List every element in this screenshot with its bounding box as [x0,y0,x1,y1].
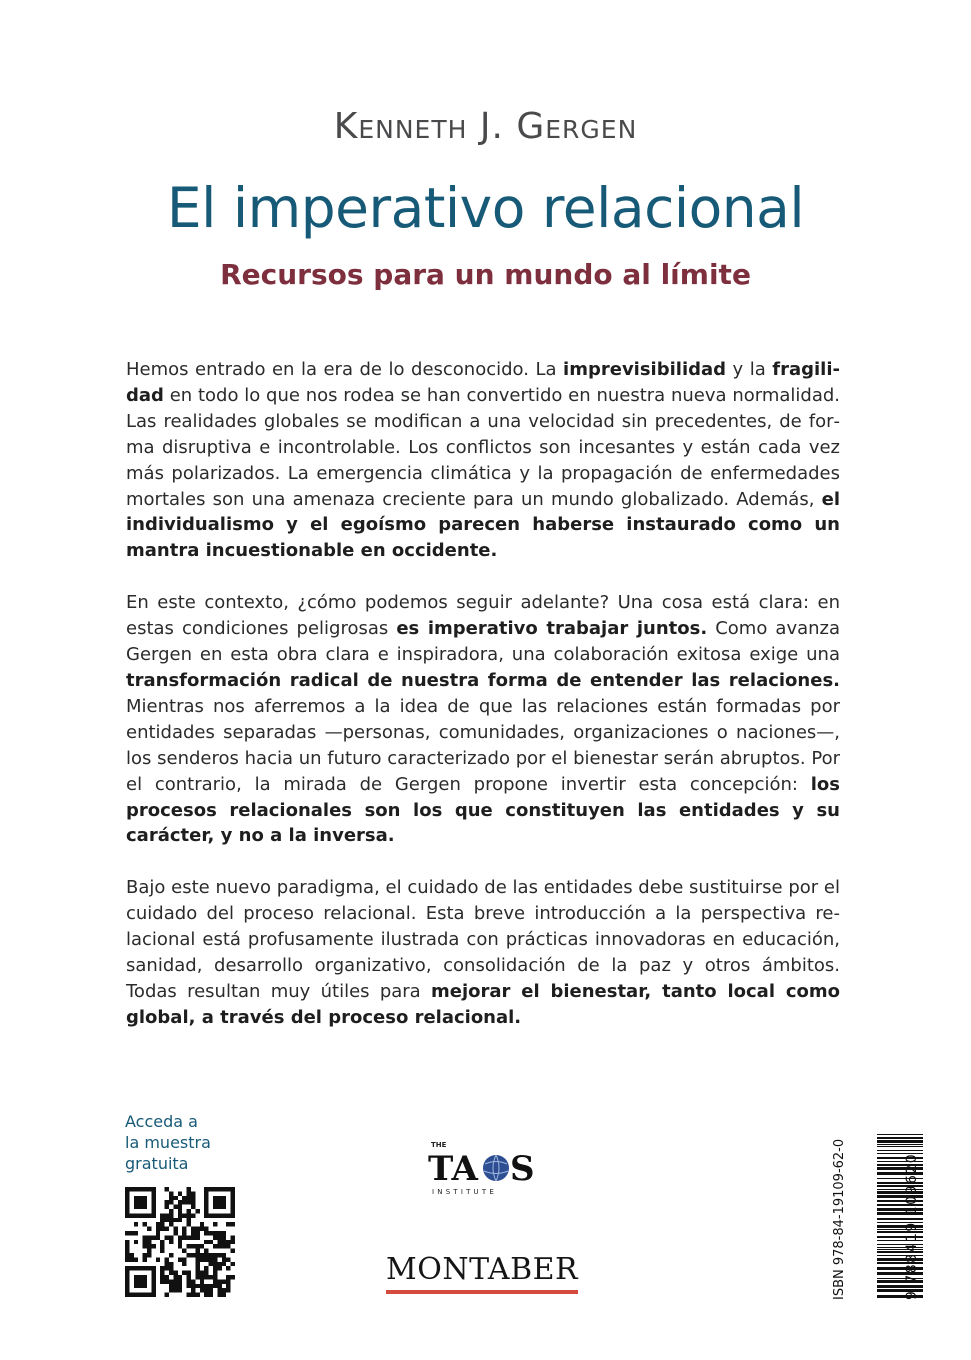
blurb-run: Como avanza Gergen en esta obra clara e inspiradora, una colaboración exitosa exige una [126,618,841,666]
blurb-run: en todo lo que nos rodea se han convertido en nuestra nueva normalidad. Las realidades globales se modifican a una velocidad sin precedentes, de forma disruptiva e incontrolable. Los conflictos son incesantes y están cada vez más polarizados. La emergencia climática y la propagación de enfermedades mortales son una amenaza creciente para un mundo globalizado. Además, [126,384,840,510]
blurb-emphasis: los procesos relacionales son los que constituyen las entidades y su carácter, y no a la inversa. [126,773,840,847]
blurb-run: Hemos entrado en la era de lo desconocido. La [126,359,564,380]
blurb-emphasis: el individualismo y el egoísmo parecen haberse instaurado como un mantra incuestionable en occidente. [126,488,840,562]
taos-logo-mark [428,1149,538,1189]
blurb-paragraph [126,590,840,849]
taos-logo-the: THE [431,1141,447,1149]
blurb-emphasis: fragilidad [126,359,840,406]
svg-text:TA: TA [428,1149,478,1189]
free-sample-label-line: Acceda a [125,1112,198,1131]
book-subtitle: Recursos para un mundo al límite [220,258,751,291]
qr-code-icon[interactable] [125,1187,235,1297]
isbn-text [829,1132,847,1300]
author-name: Kenneth J. Gergen [333,106,638,147]
book-title: El imperativo relacional [166,176,805,240]
blurb-run: y la [726,359,773,380]
taos-institute-logo [428,1141,538,1201]
free-sample-label-line: gratuita [125,1154,189,1173]
blurb-emphasis: imprevisibilidad [563,359,727,380]
blurb-text [126,357,840,1057]
blurb-emphasis: transformación radical de nuestra forma de entender las relaciones. [126,669,840,691]
svg-text:S: S [510,1149,535,1189]
blurb-paragraph [126,875,840,1030]
ean-text [902,1132,920,1300]
blurb-emphasis: es imperativo trabajar juntos. [396,618,708,640]
blurb-run: Bajo este nuevo paradigma, el cuidado de las entidades debe sustituirse por el cuidado del proceso relacional. Esta breve introducción a la perspectiva relacional está profusamente ilustrada con prácticas innovadoras en educación, sanidad, desarrollo organizativo, consolidación de la paz y otros ámbitos. Todas resultan muy útiles para [126,877,840,1002]
blurb-emphasis: mejorar el bienestar, tanto local como global, a través del proceso relacional. [126,980,840,1028]
free-sample-label-line: la muestra [125,1133,211,1152]
isbn-label: ISBN 978-84-19109-62-0 [832,1138,847,1300]
publisher-logo: MONTABER [386,1252,579,1287]
ean-digits: 9 788419 109620 [904,1152,920,1300]
blurb-run: En este contexto, ¿cómo podemos seguir adelante? Una cosa está clara: en estas condiciones peligrosas [126,592,840,640]
publisher-logo-underline [386,1290,578,1294]
free-sample-label [125,1111,265,1174]
taos-logo-institute: INSTITUTE [432,1188,497,1196]
blurb-run: Mientras nos aferremos a la idea de que las relaciones están formadas por entidades separadas —personas, comunidades, organizaciones o naciones—, los senderos hacia un futuro caracterizado por el bienestar serán abruptos. Por el contrario, la mirada de Gergen propone invertir esta concepción: [126,695,840,795]
blurb-paragraph [126,357,840,564]
